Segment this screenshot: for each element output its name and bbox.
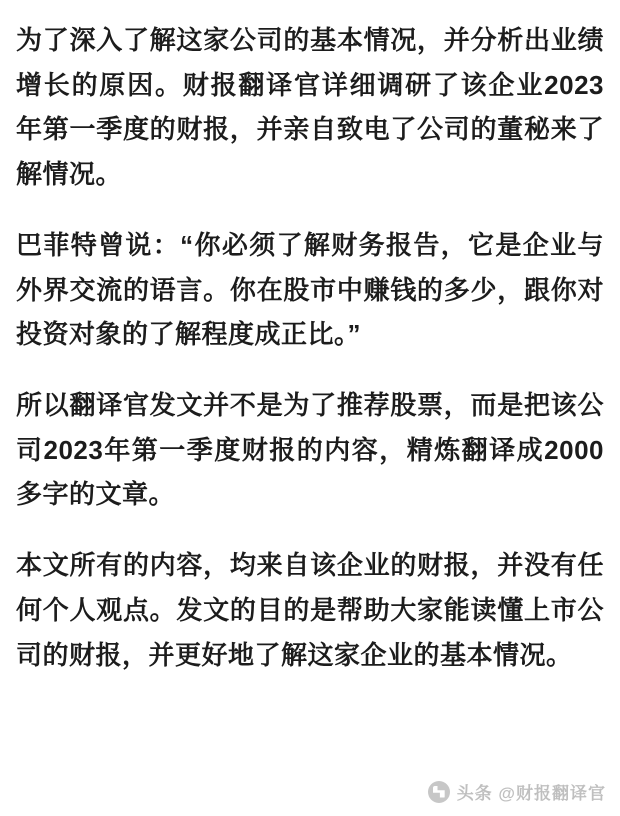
paragraph: 本文所有的内容，均来自该企业的财报，并没有任何个人观点。发文的目的是帮助大家能读懂上市公司的财报，并更好地了解这家企业的基本情况。 <box>16 550 604 670</box>
paragraph: 巴菲特曾说：“你必须了解财务报告，它是企业与外界交流的语言。你在股市中赚钱的多少，跟你对投资对象的了解程度成正比。” <box>16 229 604 350</box>
watermark-label: 头条 @财报翻译官 <box>456 784 606 803</box>
toutiao-logo-icon <box>428 781 450 803</box>
watermark <box>428 779 606 804</box>
paragraph: 所以翻译官发文并不是为了推荐股票，而是把该公司2023年第一季度财报的内容，精炼翻译成2000多字的文章。 <box>16 390 604 510</box>
paragraph: 为了深入了解这家公司的基本情况，并分析出业绩增长的原因。财报翻译官详细调研了该企业2023年第一季度的财报，并亲自致电了公司的董秘来了解情况。 <box>16 25 604 190</box>
